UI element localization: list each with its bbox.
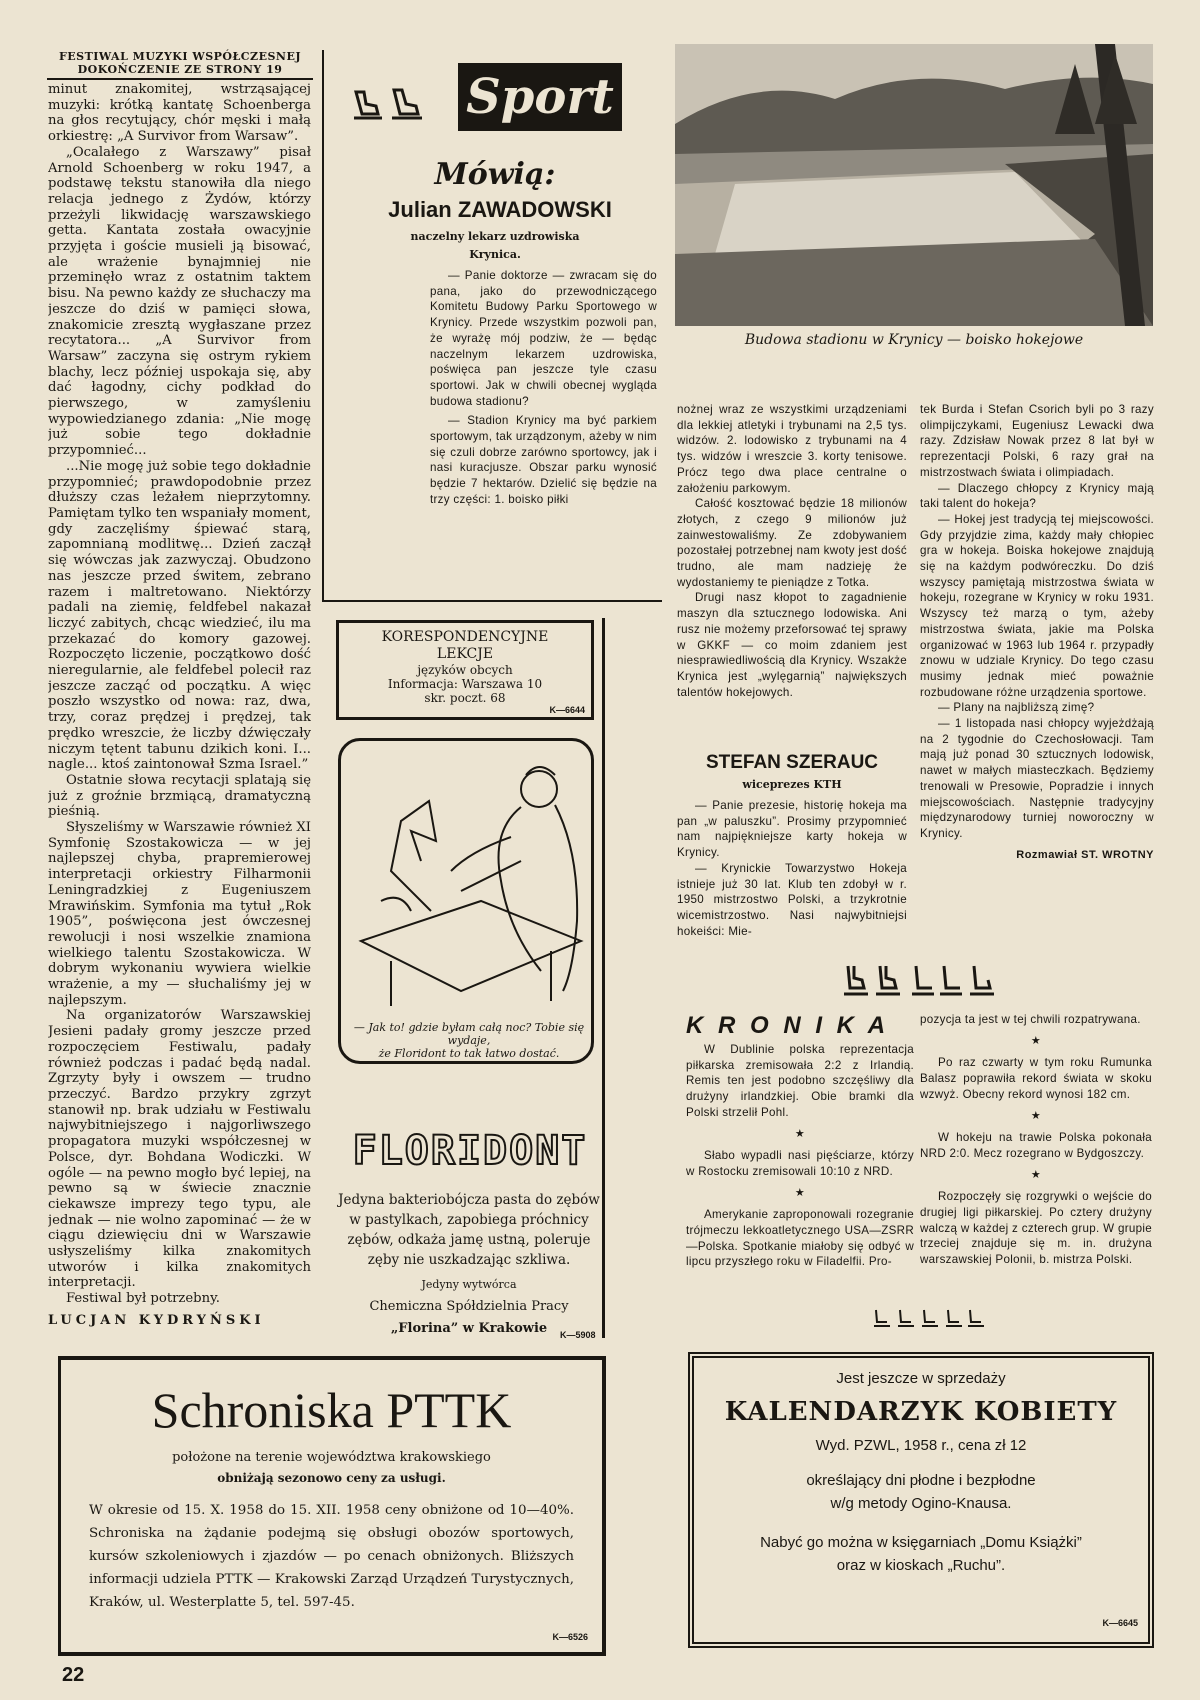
interview-paragraph: — Krynickie Towarzystwo Hokeja istnieje już 30 lat. Klub ten zdobył w r. 1950 mistrzostwo Polski, a trzykrotnie wicemistrzostwo. Nasi najwybitniejsi hokeiści: Mie- bbox=[677, 861, 907, 938]
ad-code: K—6644 bbox=[549, 705, 585, 715]
interview-paragraph: — Stadion Krynicy ma być parkiem sportowym, tak urządzonym, ażeby w nim się czuli dobrze zarówno sportowcy, jak i nasi kuracjusze. Obszar parku wynosić będzie 7 hektarów. Dzielić się będzie na trzy części: 1. boisko piłki bbox=[430, 414, 657, 506]
kalendarzyk-line: Nabyć go można w księgarniach „Domu Książki” bbox=[760, 1534, 1082, 1551]
speaker-name: Julian ZAWADOWSKI bbox=[388, 197, 612, 222]
article-paragraph: Ostatnie słowa recytacji splatają się już z groźnie brzmiącą, dramatyczną pieśnią. bbox=[48, 772, 311, 820]
ad-code: K—6645 bbox=[1102, 1618, 1138, 1628]
interview-paragraph: Całość kosztować będzie 18 milionów złotych, z czego 9 milionów już zainwestowaliśmy. Ze zdobywaniem pozostałej potrzebnej nam kwoty jest dość trudno, ale mam nadzieję że wydostaniemy te pieniądze z Totka. bbox=[677, 497, 907, 589]
pttk-ad bbox=[58, 1356, 606, 1656]
interview-column-2b bbox=[677, 798, 907, 939]
star-divider: ★ bbox=[794, 1127, 806, 1140]
kronika-item: Rozpoczęły się rozgrywki o wejście do drugiej ligi piłkarskiej. Po cztery drużyny walczą w każdej z czterech grup. W grupie trzeciej znajduje się m. in. drużyna warszawskiej Polonii, b. mistrza Polski. bbox=[920, 1190, 1152, 1267]
pttk-price-note: obniżają sezonowo ceny za usługi. bbox=[217, 1471, 446, 1485]
kronika-item: Amerykanie zaproponowali rozegranie trójmeczu lekkoatletycznego USA—ZSRR—Polska. Spotkanie miałoby się odbyć w lipcu przyszłego roku w Filadelfii. Pro- bbox=[686, 1208, 914, 1269]
cartoon-caption bbox=[349, 1021, 589, 1060]
interviewer-credit: Rozmawiał ST. WROTNY bbox=[1016, 848, 1154, 861]
floridont-producer-label: Jedyny wytwórca bbox=[421, 1278, 517, 1291]
kronika-item: pozycja ta jest w tej chwili rozpatrywana. bbox=[920, 1013, 1141, 1026]
star-divider: ★ bbox=[1030, 1109, 1042, 1122]
kronika-title: K R O N I K A bbox=[686, 1012, 890, 1039]
speaker-role bbox=[340, 228, 650, 264]
interview-paragraph: nożnej wraz ze wszystkimi urządzeniami dla lekkiej atletyki i trybunami na 2,5 tys. widzów. 2. lodowisko z trybunami na 4 tys. widzów i wreszcie 3. korty tenisowe. Prócz tego dwa place centralne o założeniu parkowym. bbox=[677, 403, 907, 495]
lessons-ad-line: języków obcych bbox=[417, 663, 513, 677]
sport-logo bbox=[458, 63, 622, 131]
article-paragraph: ...Nie mogę już sobie tego dokładnie przypomnieć; prawdopodobnie przez dłuższy czas leżałem nieprzytomny. Pamiętam tylko ten wspaniały moment, gdy zaczęliśmy śpiewać starą, zapomnianą modlitwę... Dzień zaczął się wówczas jak zazwyczaj. Obudzono nas jeszcze przed świtem, zebrano razem i maltretowano. Niektórzy padali na ziemię, feldfebel nakazał liczyć zabitych, chcąc wiedzieć, ilu ma przekazać do komory gazowej. Rozpoczęto liczenie, początkowo dość nieregularnie, ale feldfebel polecił raz jeszcze zacząć od początku. A więc poszło wszystko od nowa: raz, dwa, trzy, coraz prędzej i prędzej, tak prędko wreszcie, że liczby dźwięczały niczym tętent tabunu dzikich koni. I... nagle... ktoś zaintonował Szma Israel.” bbox=[48, 458, 311, 773]
article-paragraph: minut znakomitej, wstrząsającej muzyki: krótką kantatę Schoenberga na głos recytujący, chór męski i małą orkiestrę: „A Survivor from Warsaw”. bbox=[48, 82, 311, 145]
interview-paragraph: — Panie prezesie, historię hokeja ma pan „w paluszku”. Prosimy przypomnieć nam najpiękniejsze karty hokeja w Krynicy. bbox=[677, 799, 907, 860]
interview-paragraph: — Hokej jest tradycją tej miejscowości. Gdy przyjdzie zima, każdy mały chłopiec gra w hokeja. Boiska hokejowe znajdują się na każdym podwóreczku. Do dziś wszyscy pamiętają mistrzostwa świata w hokeju, rozegrane w Krynicy w roku 1931. Wszyscy też marzą o tym, ażeby mistrzostwa świata, jakie ma Polska organizować w 1963 lub 1964 r. przypadły znowu w udziale Krynicy. Do tego czasu musimy jednak mieć poważnie rozbudowane różne urządzenia sportowe. bbox=[920, 512, 1154, 699]
column-divider bbox=[322, 50, 324, 602]
kronika-item: W hokeju na trawie Polska pokonała NRD 2:0. Mecz rozegrano w Bydgoszczy. bbox=[920, 1131, 1152, 1160]
article-signature: LUCJAN KYDRYŃSKI bbox=[48, 1312, 265, 1328]
interview-column-1 bbox=[430, 268, 657, 508]
stadium-photo-image bbox=[675, 44, 1153, 326]
column-header-title: FESTIWAL MUZYKI WSPÓŁCZESNEJ bbox=[58, 50, 302, 63]
lessons-ad-text bbox=[339, 629, 591, 705]
kalendarzyk-line: określający dni płodne i bezpłodne bbox=[806, 1472, 1036, 1489]
ad-code: K—6526 bbox=[552, 1632, 588, 1642]
kalendarzyk-line: w/g metody Ogino-Knausa. bbox=[830, 1495, 1012, 1512]
article-paragraph: Festiwal był potrzebny. bbox=[66, 1291, 220, 1307]
lessons-ad-line: LEKCJE bbox=[436, 646, 494, 662]
kalendarzyk-line: Jest jeszcze w sprzedaży bbox=[836, 1370, 1006, 1387]
interview-paragraph: — Panie doktorze — zwracam się do pana, jako do przewodniczącego Komitetu Budowy Parku Sportowego w Krynicy. Przede wszystkim pozwoli pan, że wyrażę mój podziw, że — będąc naczelnym lekarzem uzdrowiska, poświęca pan jeszcze tyle czasu sportowi. Jak w chwili obecnej wygląda budowa stadionu? bbox=[430, 269, 657, 408]
pttk-title: Schroniska PTTK bbox=[151, 1382, 512, 1438]
cartoon-caption-line: — Jak to! gdzie byłam całą noc? Tobie się wydaje, bbox=[353, 1021, 585, 1047]
floridont-cartoon bbox=[341, 741, 591, 1011]
page-number: 22 bbox=[62, 1664, 85, 1686]
section-divider bbox=[322, 600, 662, 602]
star-divider: ★ bbox=[794, 1186, 806, 1199]
interview-paragraph: — 1 listopada nasi chłopcy wyjeżdżają na 2 tygodnie do Czechosłowacji. Tam mają już ponad 30 sztucznych lodowisk, nawet w małych miasteczkach. Będziemy trenowali w Presowie, Popradzie i innych miejscowościach. Następnie tradycyjny międzynarodowy turniej noworoczny w Krynicy. bbox=[920, 717, 1154, 840]
floridont-brand: FLORIDONT bbox=[352, 1128, 588, 1174]
interview-column-3 bbox=[920, 402, 1154, 863]
lessons-ad-line: KORESPONDENCYJNE bbox=[381, 629, 549, 645]
lessons-ad bbox=[336, 620, 594, 720]
column-header-rule bbox=[47, 78, 313, 80]
speaker-role-line: naczelny lekarz uzdrowiska bbox=[410, 230, 580, 243]
skates-icon bbox=[350, 84, 430, 124]
interview-paragraph: — Plany na najbliższą zimę? bbox=[938, 701, 1095, 715]
pttk-body: W okresie od 15. X. 1958 do 15. XII. 1958 ceny obniżone od 10—40%. Schroniska na żądanie podejmą się obsługi obozów sportowych, kursów szkoleniowych i zjazdów — po cenach obniżonych. Bliższych informacji udziela PTTK — Krakowski Zarząd Urządzeń Turystycznych, Kraków, ul. Westerplatte 5, tel. 597-45. bbox=[89, 1503, 574, 1610]
speakers-label: Mówią: bbox=[434, 157, 556, 192]
star-divider: ★ bbox=[1030, 1034, 1042, 1047]
star-divider: ★ bbox=[1030, 1168, 1042, 1181]
lessons-ad-line: skr. poczt. 68 bbox=[424, 691, 506, 705]
interview-paragraph: Drugi nasz kłopot to zagadnienie maszyn dla sztucznego lodowiska. Ani rusz nie możemy przeforsować tej sprawy w GKKF — co moim zdaniem jest niesprawiedliwością dla Krynicy. Wszakże Krynica jest „wylęgarnią” największych talentów hokejowych. bbox=[677, 591, 907, 699]
interview-column-2 bbox=[677, 402, 907, 700]
speaker-name: STEFAN SZERAUC bbox=[705, 752, 879, 773]
floridont-body: Jedyna bakteriobójcza pasta do zębów w pastylkach, zapobiega próchnicy zębów, odkaża jamę ustną, poleruje zęby nie uszkadzając szkliwa. bbox=[338, 1192, 600, 1268]
kalendarzyk-line: oraz w kioskach „Ruchu”. bbox=[836, 1557, 1006, 1574]
skates-small-icon bbox=[870, 1308, 990, 1330]
interview-paragraph: tek Burda i Stefan Csorich byli po 3 razy olimpijczykami, Eugeniusz Lewacki dwa razy. Zdzisław Nowak przez 8 lat był w reprezentacji Polski, 6 razy grał na mistrzostwach świata i olimpiadach. bbox=[920, 403, 1154, 479]
kalendarzyk-title: KALENDARZYK KOBIETY bbox=[724, 1397, 1118, 1427]
speaker-role-line: Krynica. bbox=[469, 248, 521, 261]
ad-border-right bbox=[602, 618, 605, 1338]
interview-paragraph: — Dlaczego chłopcy z Krynicy mają taki talent do hokeja? bbox=[920, 481, 1154, 511]
floridont-producer-line: „Florina” w Krakowie bbox=[390, 1321, 548, 1336]
festival-article bbox=[48, 82, 311, 1332]
kalendarzyk-line: Wyd. PZWL, 1958 r., cena zł 12 bbox=[815, 1437, 1027, 1454]
kronika-item: Po raz czwarty w tym roku Rumunka Balasz poprawiła rekord świata w skoku wzwyż. Obecny rekord wynosi 182 cm. bbox=[920, 1056, 1152, 1101]
kronika-item: Słabo wypadli nasi pięściarze, którzy w Rostocku zremisowali 10:10 z NRD. bbox=[686, 1149, 914, 1178]
floridont-producer-line: Chemiczna Spółdzielnia Pracy bbox=[369, 1299, 569, 1314]
ad-code: K—5908 bbox=[560, 1330, 596, 1340]
cartoon-caption-line: że Floridont to tak łatwo dostać. bbox=[378, 1047, 560, 1060]
floridont-cartoon-frame bbox=[338, 738, 594, 1064]
article-paragraph: Na organizatorów Warszawskiej Jesieni padały gromy jeszcze przed rozpoczęciem Festiwalu, padały również podczas i padać będą nadal. Zgrzyty były i owszem — trudno przeczyć. Bardzo przykry zgrzyt stanowił np. brak udziału w Festiwalu najwybitniejszego i najgorliwszego propagatora muzyki współczesnej w Polsce, dyr. Bohdana Wodiczki. W ogóle — na pewno mogło być lepiej, na pewno są w świecie znacznie ciekawsze imprezy tego typu, ale jednak — nie wolno zapominać — że w ciągu dziewięciu dni w Warszawie usłyszeliśmy kilka znakomitych utworów i kilka znakomitych interpretacji. bbox=[48, 1008, 311, 1291]
skates-decoration-icon bbox=[840, 962, 1020, 1000]
sport-logo-text: Sport bbox=[466, 69, 614, 125]
speaker-role: wiceprezes KTH bbox=[742, 778, 842, 791]
kronika-left bbox=[686, 1042, 914, 1270]
pttk-subtitle: położone na terenie województwa krakowskiego bbox=[172, 1450, 491, 1465]
stadium-photo bbox=[675, 44, 1153, 326]
column-header bbox=[47, 50, 313, 76]
photo-caption: Budowa stadionu w Krynicy — boisko hokejowe bbox=[744, 332, 1084, 348]
article-paragraph: „Ocalałego z Warszawy” pisał Arnold Schoenberg w roku 1947, a podstawę tekstu stanowiła dla niego relacja jednego z Żydów, którzy przeżyli likwidację warszawskiego getta. Kantata została owacyjnie przyjęta i goście musieli ją bisować, ale wrażenie bynajmniej nie przeminęło wraz z ostatnim taktem bisu. Na pewno każdy ze słuchaczy ma jeszcze do dziś w pamięci słowa, znakomicie zresztą wygłaszane przez recytatora... „A Survivor from Warsaw” zaczyna się ostrym rykiem blachy, lecz później uspokaja się, aby dać łagodny, cichy podkład do pierwszego, w zamyśleniu wypowiedzianego zdania: „Nie mogę już sobie tego dokładnie przypomnieć... bbox=[48, 144, 311, 459]
column-header-continued: DOKOŃCZENIE ZE STRONY 19 bbox=[77, 63, 283, 76]
kronika-item: W Dublinie polska reprezentacja piłkarska zremisowała 2:2 z Irlandią. Remis ten jest podobno szczęśliwy dla drużyny irlandzkiej. Obie bramki dla Polski strzelił Pohl. bbox=[686, 1043, 914, 1119]
lessons-ad-line: Informacja: Warszawa 10 bbox=[387, 677, 543, 691]
kronika-right bbox=[920, 1012, 1152, 1268]
article-paragraph: Słyszeliśmy w Warszawie również XI Symfonię Szostakowicza — w jej najlepszej chyba, prapremierowej interpretacji orkiestry Filharmonii Leningradzkiej z Eugeniuszem Mrawińskim. Symfonia ma tytuł „Rok 1905”, poświęcona jest ówczesnej rewolucji i nosi wszelkie znamiona wielkiego talentu Szostakowicza. W dobrym wykonaniu wywiera wielkie wrażenie, a my — słuchaliśmy jej w najlepszym. bbox=[48, 820, 311, 1008]
kalendarzyk-ad bbox=[688, 1352, 1154, 1648]
